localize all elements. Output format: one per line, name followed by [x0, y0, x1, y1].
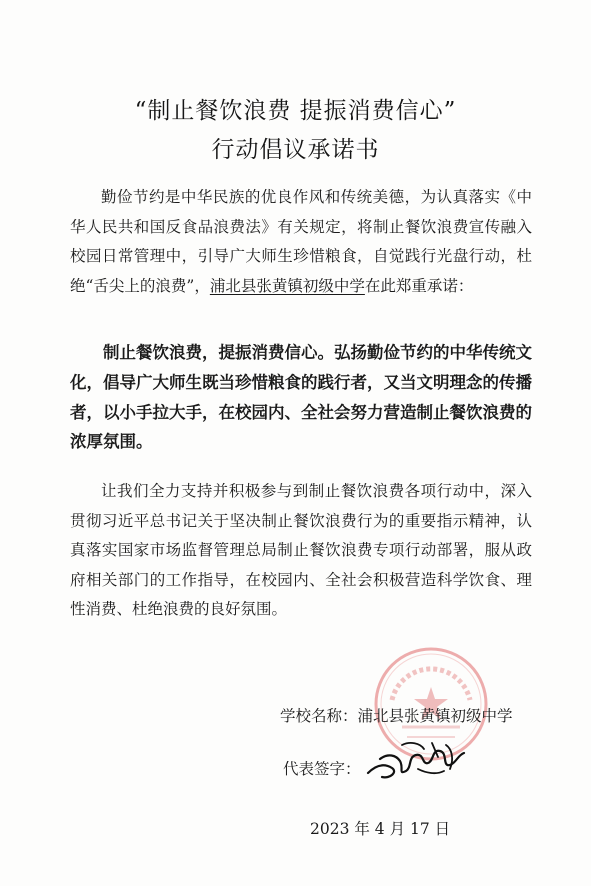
title-line-2: 行动倡议承诺书	[211, 137, 380, 163]
title-line-1: “制止餐饮浪费 提振消费信心”	[134, 98, 457, 124]
date-row: 2023 年 4 月 17 日	[310, 820, 451, 838]
school-name-label: 学校名称：	[280, 707, 358, 725]
school-name-value: 浦北县张黄镇初级中学	[357, 707, 513, 725]
handwritten-signature-icon	[362, 735, 470, 787]
representative-row	[283, 757, 361, 779]
paragraph-1-tail: 在此郑重承诺：	[364, 276, 474, 295]
paragraph-1	[70, 183, 532, 301]
school-name-row	[280, 704, 513, 726]
paragraph-1-text: 勤俭节约是中华民族的优良作风和传统美德，为认真落实《中华人民共和国反食品浪费法》有关规定，将制止餐饮浪费宣传融入校园日常管理中，引导广大师生珍惜粮食，自觉践行光盘行动，杜绝“舌尖上的浪费”，	[70, 188, 532, 295]
paragraph-2-bold: 制止餐饮浪费，提振消费信心。弘扬勤俭节约的中华传统文化，倡导广大师生既当珍惜粮食的践行者，又当文明理念的传播者，以小手拉大手，在校园内、全社会努力营造制止餐饮浪费的浓厚氛围。	[70, 343, 532, 452]
representative-label: 代表签字：	[283, 760, 361, 778]
paragraph-3: 让我们全力支持并积极参与到制止餐饮浪费各项行动中，深入贯彻习近平总书记关于坚决制止餐饮浪费行为的重要指示精神，认真落实国家市场监督管理总局制止餐饮浪费专项行动部署，服从政府相关部门的工作指导，在校园内、全社会积极营造科学饮食、理性消费、杜绝浪费的良好氛围。	[70, 482, 532, 618]
school-name-underlined: 浦北县张黄镇初级中学	[209, 276, 365, 295]
